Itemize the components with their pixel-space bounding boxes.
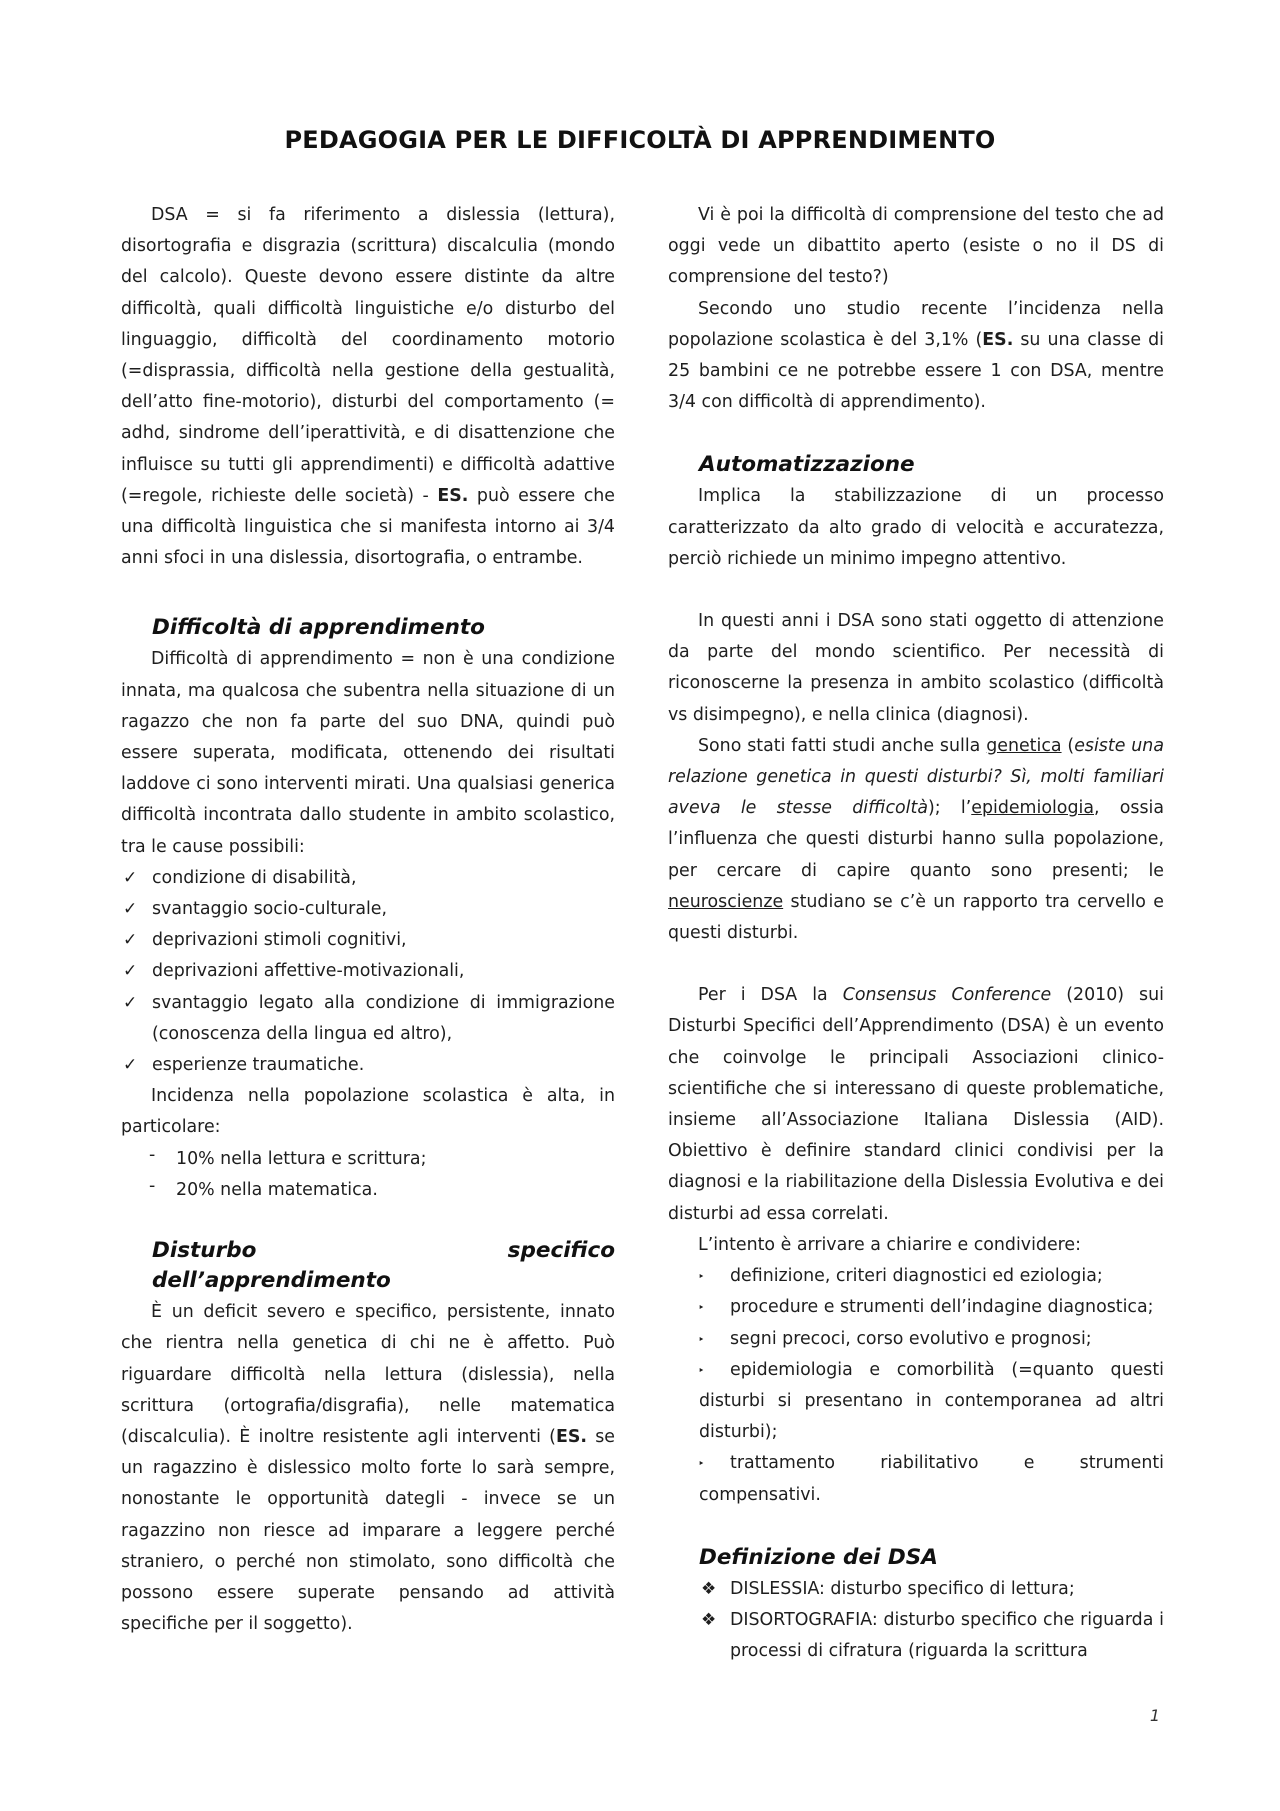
right-column (668, 200, 1164, 1667)
list-item-text: DISORTOGRAFIA: disturbo specifico che riguarda i processi di cifratura (riguarda la scrittura (730, 1609, 1164, 1662)
list-item (668, 1261, 1164, 1292)
list-item (668, 1355, 1164, 1449)
intro-text-cont: può essere che una difficoltà linguistica che si manifesta intorno ai 3/4 anni sfoci in una dislessia, disortografia, o entrambe. (121, 485, 615, 569)
studio-text: Secondo uno studio recente l’incidenza nella popolazione scolastica è del 3,1% ( (668, 298, 1164, 350)
studi-text: studiano se c’è un rapporto tra cervello e questi disturbi. (668, 891, 1164, 944)
check-icon: ✓ (123, 899, 138, 920)
list-item (699, 1605, 1164, 1667)
intro-text: DSA = si fa riferimento a dislessia (lettura), disortografia e disgrazia (scrittura) discalculia (mondo del calcolo). Queste devono essere distinte da altre difficoltà, quali difficoltà linguistiche e/o disturbo del linguaggio, difficoltà del coordinamento motorio (=disprassia, difficoltà nella gestione della gestualità, dell’atto fine-motorio), disturbi del comportamento (= adhd, sindrome dell’iperattività, e di disattenzione che influisce su tutti gli apprendimenti) e difficoltà adattive (=regole, richieste delle società) - (121, 205, 615, 506)
check-icon: ✓ (123, 961, 138, 982)
list-item (668, 1292, 1164, 1323)
intro-paragraph (121, 200, 615, 574)
list-item (121, 863, 615, 894)
list-item (699, 1574, 1164, 1605)
list-item-text: deprivazioni stimoli cognitivi, (152, 930, 407, 951)
incidenza-paragraph: Incidenza nella popolazione scolastica è alta, in particolare: (121, 1086, 615, 1138)
es-label: ES. (982, 329, 1014, 350)
list-item-text: 20% nella matematica. (176, 1179, 378, 1200)
difficolta-paragraph: Difficoltà di apprendimento = non è una condizione innata, ma qualcosa che subentra nella situazione di un ragazzo che non fa parte del suo DNA, quindi può essere superata, modificata, ottenendo dei risultati laddove ci sono interventi mirati. Una qualsiasi generica difficoltà incontrata dallo studente in ambito scolastico, tra le cause possibili: (121, 649, 615, 857)
genetica-note: esiste una relazione genetica in questi disturbi? Sì, molti familiari aveva le stesse difficoltà (668, 735, 1164, 819)
studi-text: , ossia l’influenza che questi disturbi hanno sulla popolazione, per cercare di capire quanto sono presenti; le (668, 798, 1164, 881)
intento-paragraph: L’intento è arrivare a chiarire e condividere: (698, 1234, 1081, 1255)
disturbo-text: È un deficit severo e specifico, persistente, innato che rientra nella genetica di chi ne è affetto. Può riguardare difficoltà nella lettura (dislessia), nella scrittura (ortografia/disgrafia), nelle matematica (discalculia). È inoltre resistente agli interventi ( (121, 1302, 615, 1447)
causes-list (121, 863, 615, 1081)
list-item (121, 988, 615, 1050)
disturbo-text-cont: se un ragazzino è dislessico molto forte lo sarà sempre, nonostante le opportunità dategli - invece se un ragazzino non riesce ad imparare a leggere perché straniero, o perché non stimolato, sono difficoltà che possono essere superate pensando ad attività specifiche per il soggetto). (121, 1426, 615, 1635)
heading-difficolta: Difficoltà di apprendimento (152, 615, 485, 641)
comprensione-paragraph: Vi è poi la difficoltà di comprensione del testo che ad oggi vede un dibattito aperto (esiste o no il DS di comprensione del testo?) (668, 205, 1164, 288)
studi-text: Sono stati fatti studi anche sulla (698, 735, 987, 756)
list-item-text: svantaggio legato alla condizione di immigrazione (conoscenza della lingua ed altro), (152, 992, 615, 1044)
list-item-text: svantaggio socio-culturale, (152, 899, 388, 920)
consensus-paragraph (668, 980, 1164, 1230)
anni-paragraph: In questi anni i DSA sono stati oggetto di attenzione da parte del mondo scientifico. Per necessità di riconoscerne la presenza in ambito scolastico (difficoltà vs disimpegno), e nella clinica (diagnosi). (668, 611, 1164, 725)
list-item-text: deprivazioni affettive-motivazionali, (152, 961, 465, 982)
page-title: PEDAGOGIA PER LE DIFFICOLTÀ DI APPRENDIMENTO (284, 126, 996, 154)
studi-text: ); l’ (928, 798, 972, 819)
list-item (668, 1324, 1164, 1355)
list-item-text: condizione di disabilità, (152, 867, 357, 888)
studio-paragraph (668, 294, 1164, 419)
list-item-text: DISLESSIA: disturbo specifico di lettura; (730, 1578, 1075, 1599)
triangle-bullet-icon: ‣ (698, 1332, 705, 1346)
list-item (121, 925, 615, 956)
neuroscienze-term: neuroscienze (668, 891, 784, 912)
list-item-text: procedure e strumenti dell’indagine diagnostica; (730, 1297, 1154, 1318)
left-column (121, 200, 615, 1640)
heading-disturbo: Disturbo specifico dell’apprendimento (152, 1238, 615, 1294)
studi-text: ( (1061, 735, 1075, 756)
list-item (121, 1144, 615, 1175)
list-item-text: definizione, criteri diagnostici ed eziologia; (730, 1266, 1103, 1287)
incidenza-list (121, 1144, 615, 1206)
check-icon: ✓ (123, 1055, 138, 1076)
es-label: ES. (555, 1426, 587, 1447)
triangle-bullet-icon: ‣ (698, 1457, 705, 1471)
list-item (121, 1050, 615, 1081)
list-item-text: esperienze traumatiche. (152, 1055, 365, 1076)
consensus-text: Per i DSA la (698, 985, 843, 1006)
triangle-bullet-icon: ‣ (698, 1301, 705, 1315)
check-icon: ✓ (123, 867, 138, 888)
consensus-text-cont: (2010) sui Disturbi Specifici dell’Apprendimento (DSA) è un evento che coinvolge le principali Associazioni clinico-scientifiche che si interessano di queste problematiche, insieme all’Associazione Italiana Dislessia (AID). Obiettivo è definire standard clinici condivisi per la diagnosi e la riabilitazione della Dislessia Evolutiva e dei disturbi ad essa correlati. (668, 985, 1164, 1224)
list-item-text: 10% nella lettura e scrittura; (176, 1148, 427, 1169)
list-item (668, 1448, 1164, 1510)
list-item (121, 894, 615, 925)
triangle-bullet-icon: ‣ (698, 1270, 705, 1284)
studio-text-cont: su una classe di 25 bambini ce ne potrebbe essere 1 con DSA, mentre 3/4 con difficoltà di apprendimento). (668, 329, 1164, 413)
list-item-text: epidemiologia e comorbilità (=quanto questi disturbi si presentano in contemporanea ad altri disturbi); (699, 1359, 1164, 1443)
diamond-bullet-icon: ❖ (701, 1578, 717, 1599)
list-item-text: segni precoci, corso evolutivo e prognosi; (730, 1328, 1092, 1349)
genetica-term: genetica (986, 735, 1062, 756)
es-label: ES. (437, 485, 469, 506)
definizioni-list (668, 1574, 1164, 1668)
intento-list (668, 1261, 1164, 1511)
list-item (121, 1175, 615, 1206)
check-icon: ✓ (123, 992, 138, 1013)
automatizzazione-paragraph: Implica la stabilizzazione di un processo caratterizzato da alto grado di velocità e accuratezza, perciò richiede un minimo impegno attentivo. (668, 486, 1164, 569)
list-item-text: trattamento riabilitativo e strumenti compensativi. (699, 1453, 1164, 1505)
epidemiologia-term: epidemiologia (971, 798, 1094, 819)
dash-icon: - (149, 1175, 156, 1196)
check-icon: ✓ (123, 930, 138, 951)
heading-definizione: Definizione dei DSA (699, 1544, 938, 1570)
dash-icon: - (149, 1144, 156, 1165)
diamond-bullet-icon: ❖ (701, 1609, 717, 1630)
list-item (121, 956, 615, 987)
heading-automatizzazione: Automatizzazione (699, 452, 915, 478)
studi-paragraph (668, 731, 1164, 949)
page-number: 1 (1149, 1706, 1160, 1725)
triangle-bullet-icon: ‣ (698, 1363, 705, 1377)
disturbo-paragraph (121, 1297, 615, 1640)
consensus-conference-term: Consensus Conference (842, 985, 1052, 1006)
